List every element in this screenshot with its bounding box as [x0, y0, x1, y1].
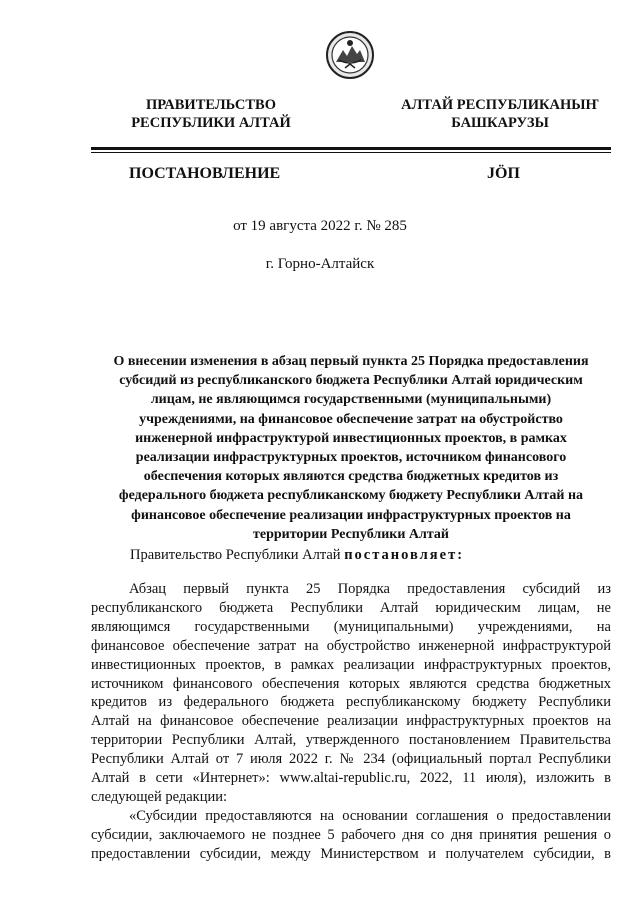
title-line: инженерной инфраструктурой инвестиционных проектов, в рамках — [135, 430, 567, 446]
body-line: источником финансового обеспечения которых являются средства бюджетных — [91, 675, 611, 692]
body-line: Республики Алтай от 7 июля 2022 г. № 234 (официальный портал Республики — [91, 751, 611, 768]
title-line: реализации инфраструктурных проектов, источником финансового — [135, 450, 567, 466]
title-line: финансовое обеспечение реализации инфраструктурных проектов на — [131, 507, 571, 523]
body-line: предоставлении субсидии, между Министерством и получателем субсидии, в — [91, 845, 611, 862]
title-line: субсидий из республиканского бюджета Республики Алтай юридическим — [119, 373, 583, 389]
body-line: следующей редакции: — [91, 788, 228, 805]
header-left-institution — [91, 96, 331, 132]
header-divider-thin — [91, 152, 611, 153]
resolution-line — [130, 547, 464, 564]
body-line: кредитов из федерального бюджета республиканскому бюджету Республики — [91, 694, 611, 711]
document-title — [91, 352, 611, 544]
body-line: Алтай на финансовое обеспечение реализации инфраструктурных проектов на — [91, 713, 611, 730]
body-line: Алтай в сети «Интернет»: www.altai-republic.ru, 2022, 11 июля), изложить в — [91, 770, 611, 787]
doc-type-altai: JÖП — [487, 165, 520, 182]
title-line: обеспечения которых являются средства бюджетных кредитов из — [143, 469, 559, 485]
document-date-number: от 19 августа 2022 г. № 285 — [233, 218, 407, 234]
header-divider-thick — [91, 147, 611, 150]
document-city: г. Горно-Алтайск — [265, 256, 375, 272]
doc-type-russian: ПОСТАНОВЛЕНИЕ — [129, 165, 281, 182]
title-line: лицам, не являющимся государственными (муниципальными) — [150, 392, 552, 408]
title-line: территории Республики Алтай — [253, 526, 449, 542]
header-right-line-2: БАШКАРУЗЫ — [451, 115, 549, 131]
body-line: Абзац первый пункта 25 Порядка предоставления субсидий из — [129, 581, 611, 597]
body-line: субсидии, заключаемого не позднее 5 рабочего дня со дня принятия решения о — [91, 826, 611, 843]
title-line: О внесении изменения в абзац первый пункта 25 Порядка предоставления — [113, 354, 589, 369]
body-line: финансовое обеспечение затрат на обустройство инженерной инфраструктурой — [91, 637, 611, 654]
body-line: являющимся государственными (муниципальными) учреждениями, на — [91, 618, 611, 635]
title-line: федерального бюджета республиканскому бюджету Республики Алтай на — [118, 488, 584, 504]
resolution-verb: постановляет: — [344, 547, 465, 563]
document-body — [91, 580, 611, 864]
body-line: республиканского бюджета Республики Алтай юридическим лицам, не — [91, 599, 611, 616]
header-right-line-1: АЛТАЙ РЕСПУБЛИКАНЫҤ — [401, 97, 599, 113]
header-left-line-1: ПРАВИТЕЛЬСТВО — [146, 97, 276, 113]
header-right-institution — [380, 96, 620, 132]
resolution-lead: Правительство Республики Алтай — [130, 547, 341, 563]
body-line: инвестиционных проектов, в рамках реализации инфраструктурных проектов, — [91, 656, 611, 673]
title-line: учреждениями, на финансовое обеспечение затрат на обустройство — [139, 411, 563, 427]
header-left-line-2: РЕСПУБЛИКИ АЛТАЙ — [131, 115, 291, 131]
coat-of-arms-icon — [325, 30, 375, 80]
body-line: территории Республики Алтай, утвержденного постановлением Правительства — [91, 732, 611, 749]
body-line: «Субсидии предоставляются на основании соглашения о предоставлении — [129, 807, 611, 824]
